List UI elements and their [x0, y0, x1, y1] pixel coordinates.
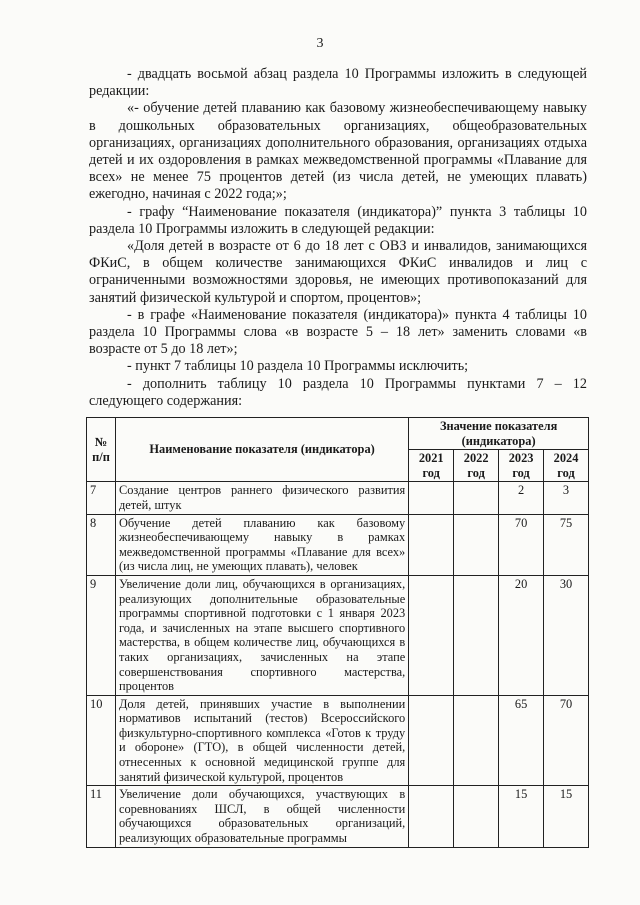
- column-header-year: 2022 год: [454, 450, 499, 482]
- table-row: [87, 482, 589, 514]
- document-body: [89, 66, 587, 410]
- value-2023: 70: [499, 514, 544, 575]
- value-2024: 3: [544, 482, 589, 514]
- row-number: 10: [87, 695, 116, 786]
- table-row: [87, 786, 589, 847]
- column-header-num: № п/п: [87, 418, 116, 482]
- value-2022: [454, 695, 499, 786]
- paragraph: - двадцать восьмой абзац раздела 10 Программы изложить в следующей редакции:: [89, 66, 587, 100]
- column-header-year: 2023 год: [499, 450, 544, 482]
- row-number: 7: [87, 482, 116, 514]
- row-number: 8: [87, 514, 116, 575]
- table-row: [87, 695, 589, 786]
- value-2024: 70: [544, 695, 589, 786]
- paragraph: «Доля детей в возрасте от 6 до 18 лет с ОВЗ и инвалидов, занимающихся ФКиС, в общем количестве занимающихся ФКиС инвалидов и лиц с ограниченными возможностями здоровья, не имеющих противопоказаний для занятий физической культурой и спортом, процентов»;: [89, 238, 587, 306]
- column-header-year: 2024 год: [544, 450, 589, 482]
- column-header-value-group: Значение показателя (индикатора): [409, 418, 589, 450]
- value-2023: 2: [499, 482, 544, 514]
- row-number: 9: [87, 575, 116, 695]
- table-row: [87, 575, 589, 695]
- paragraph: - графу “Наименование показателя (индикатора)” пункта 3 таблицы 10 раздела 10 Программы изложить в следующей редакции:: [89, 203, 587, 237]
- paragraph: - в графе «Наименование показателя (индикатора)» пункта 4 таблицы 10 раздела 10 Программы слова «в возрасте 5 – 18 лет» заменить словами «в возрасте от 5 до 18 лет»;: [89, 306, 587, 358]
- value-2021: [409, 695, 454, 786]
- value-2021: [409, 575, 454, 695]
- value-2021: [409, 786, 454, 847]
- value-2024: 15: [544, 786, 589, 847]
- indicator-name: Увеличение доли обучающихся, участвующих в соревнованиях ШСЛ, в общей численности обучающихся образовательных организаций, реализующих образовательные программы: [115, 786, 408, 847]
- value-2024: 30: [544, 575, 589, 695]
- value-2022: [454, 482, 499, 514]
- value-2023: 65: [499, 695, 544, 786]
- table-row: [87, 514, 589, 575]
- value-2022: [454, 575, 499, 695]
- value-2021: [409, 482, 454, 514]
- column-header-year: 2021 год: [409, 450, 454, 482]
- paragraph: «- обучение детей плаванию как базовому жизнеобеспечивающему навыку в дошкольных образовательных организациях, общеобразовательных организациях, организациях дополнительного образования, организациях отдыха детей и их оздоровления в рамках межведомственной программы «Плавание для всех» не менее 75 процентов детей (из числа детей, не умеющих плавать) ежегодно, начиная с 2022 года;»;: [89, 100, 587, 203]
- value-2024: 75: [544, 514, 589, 575]
- value-2023: 15: [499, 786, 544, 847]
- value-2021: [409, 514, 454, 575]
- page-number: 3: [316, 36, 324, 51]
- indicator-name: Доля детей, принявших участие в выполнении нормативов испытаний (тестов) Всероссийского физкультурно-спортивного комплекса «Готов к труду и обороне» (ГТО), в общей численности детей, отнесенных к основной медицинской группе для занятий физической культурой, процентов: [115, 695, 408, 786]
- value-2022: [454, 514, 499, 575]
- indicator-name: Создание центров раннего физического развития детей, штук: [115, 482, 408, 514]
- indicator-name: Увеличение доли лиц, обучающихся в организациях, реализующих дополнительные образовательные программы спортивной подготовки с 1 января 2023 года, и зачисленных на этапе высшего спортивного мастерства, в общем количестве лиц, обучающихся в таких организациях, зачисленных на этапе совершенствования спортивного мастерства, процентов: [115, 575, 408, 695]
- value-2023: 20: [499, 575, 544, 695]
- value-2022: [454, 786, 499, 847]
- indicator-name: Обучение детей плаванию как базовому жизнеобеспечивающему навыку в рамках межведомственной программы «Плавание для всех» (из числа лиц, не умеющих плавать), человек: [115, 514, 408, 575]
- paragraph: - дополнить таблицу 10 раздела 10 Программы пунктами 7 – 12 следующего содержания:: [89, 375, 587, 409]
- paragraph: - пункт 7 таблицы 10 раздела 10 Программы исключить;: [127, 358, 469, 375]
- row-number: 11: [87, 786, 116, 847]
- indicators-table: [86, 417, 589, 848]
- column-header-name: Наименование показателя (индикатора): [115, 418, 408, 482]
